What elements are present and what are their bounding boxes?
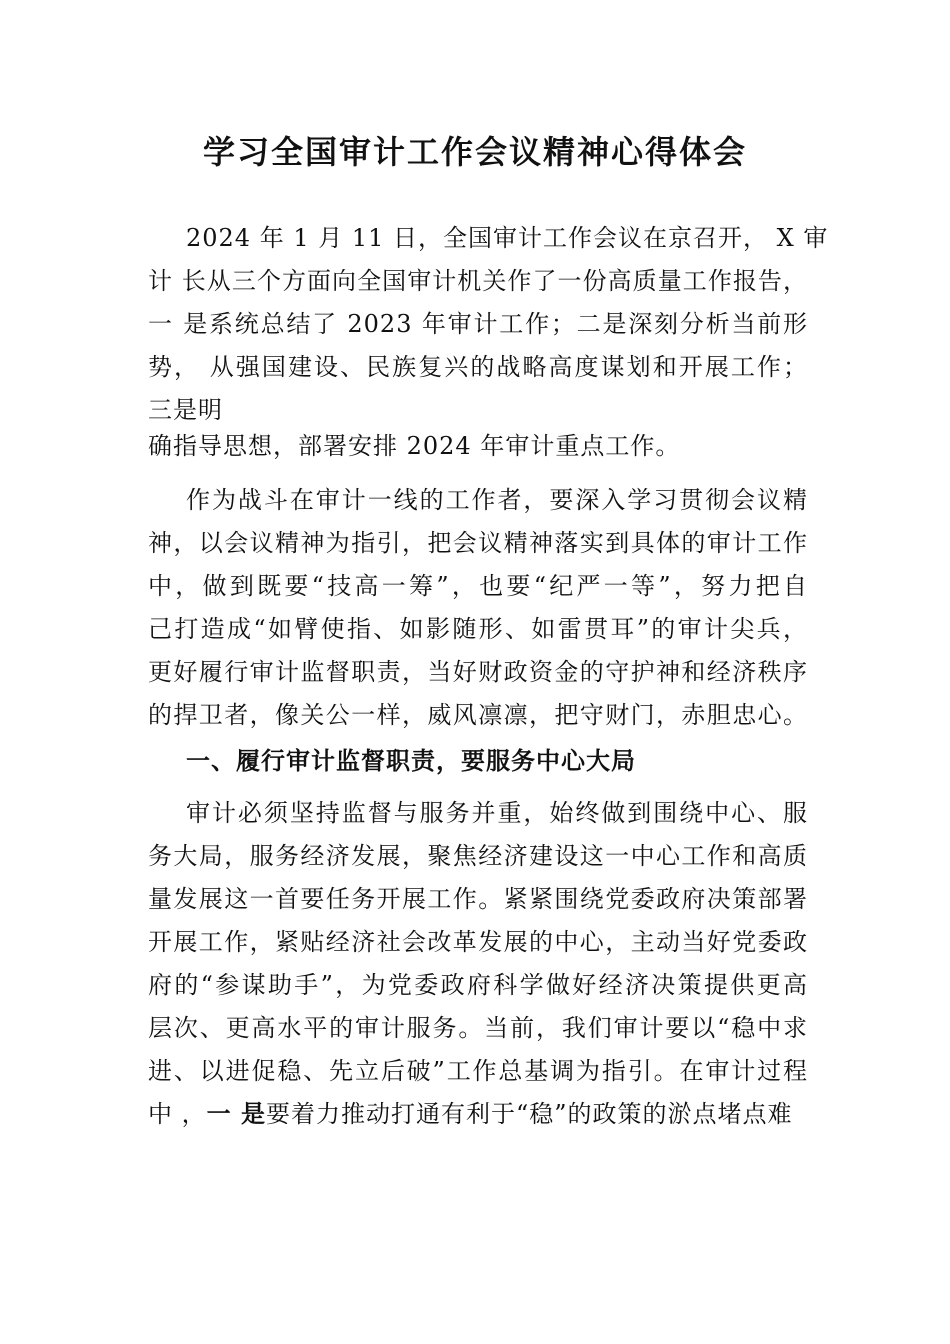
section-heading-1: 一、履行审计监督职责，要服务中心大局 [186,747,636,775]
paragraph-2-line-6: 的捍卫者，像关公一样，威风凛凛，把守财门，赤胆忠心。 [148,701,808,729]
document-title: 学习全国审计工作会议精神心得体会 [202,133,747,171]
paragraph-3-line-3: 量发展这一首要任务开展工作。紧紧围绕党委政府决策部署 [148,885,808,913]
paragraph-3-line-8 [148,1094,808,1134]
paragraph-3-line-8-bold: 一 是 [206,1100,266,1128]
paragraph-3-line-5: 府的“参谋助手”，为党委政府科学做好经济决策提供更高 [148,971,808,999]
paragraph-1-line-1: 2024 年 1 月 11 日，全国审计工作会议在京召开， X 审 [186,224,829,252]
paragraph-1-line-6: 确指导思想，部署安排 2024 年审计重点工作。 [148,432,681,460]
paragraph-2-line-2: 神，以会议精神为指引，把会议精神落实到具体的审计工作 [148,529,808,557]
paragraph-3-line-8-pre: 中 ， [148,1100,207,1128]
paragraph-2-line-4: 己打造成“如臂使指、如影随形、如雷贯耳”的审计尖兵， [148,615,808,643]
paragraph-3-line-6: 层次、更高水平的审计服务。当前，我们审计要以“稳中求 [148,1014,808,1042]
paragraph-3-line-8-post: 要着力推动打通有利于“稳”的政策的淤点堵点难 [266,1100,793,1128]
paragraph-1-line-2: 计 长从三个方面向全国审计机关作了一份高质量工作报告， [148,267,808,295]
paragraph-3-line-1: 审计必须坚持监督与服务并重，始终做到围绕中心、服 [186,799,808,827]
paragraph-3-line-7: 进、以进促稳、先立后破”工作总基调为指引。在审计过程 [148,1057,808,1085]
paragraph-3-line-2: 务大局，服务经济发展，聚焦经济建设这一中心工作和高质 [148,842,808,870]
paragraph-2-line-5: 更好履行审计监督职责，当好财政资金的守护神和经济秩序 [148,658,808,686]
paragraph-1-line-5: 三是明 [148,396,223,424]
paragraph-1-line-3: 一 是系统总结了 2023 年审计工作；二是深刻分析当前形 [148,310,808,338]
paragraph-2-line-1: 作为战斗在审计一线的工作者，要深入学习贯彻会议精 [186,486,808,514]
paragraph-1-line-4: 势， 从强国建设、民族复兴的战略高度谋划和开展工作； [148,353,808,381]
paragraph-3-line-4: 开展工作，紧贴经济社会改革发展的中心，主动当好党委政 [148,928,808,956]
paragraph-2-line-3: 中，做到既要“技高一筹”，也要“纪严一等”，努力把自 [148,572,808,600]
